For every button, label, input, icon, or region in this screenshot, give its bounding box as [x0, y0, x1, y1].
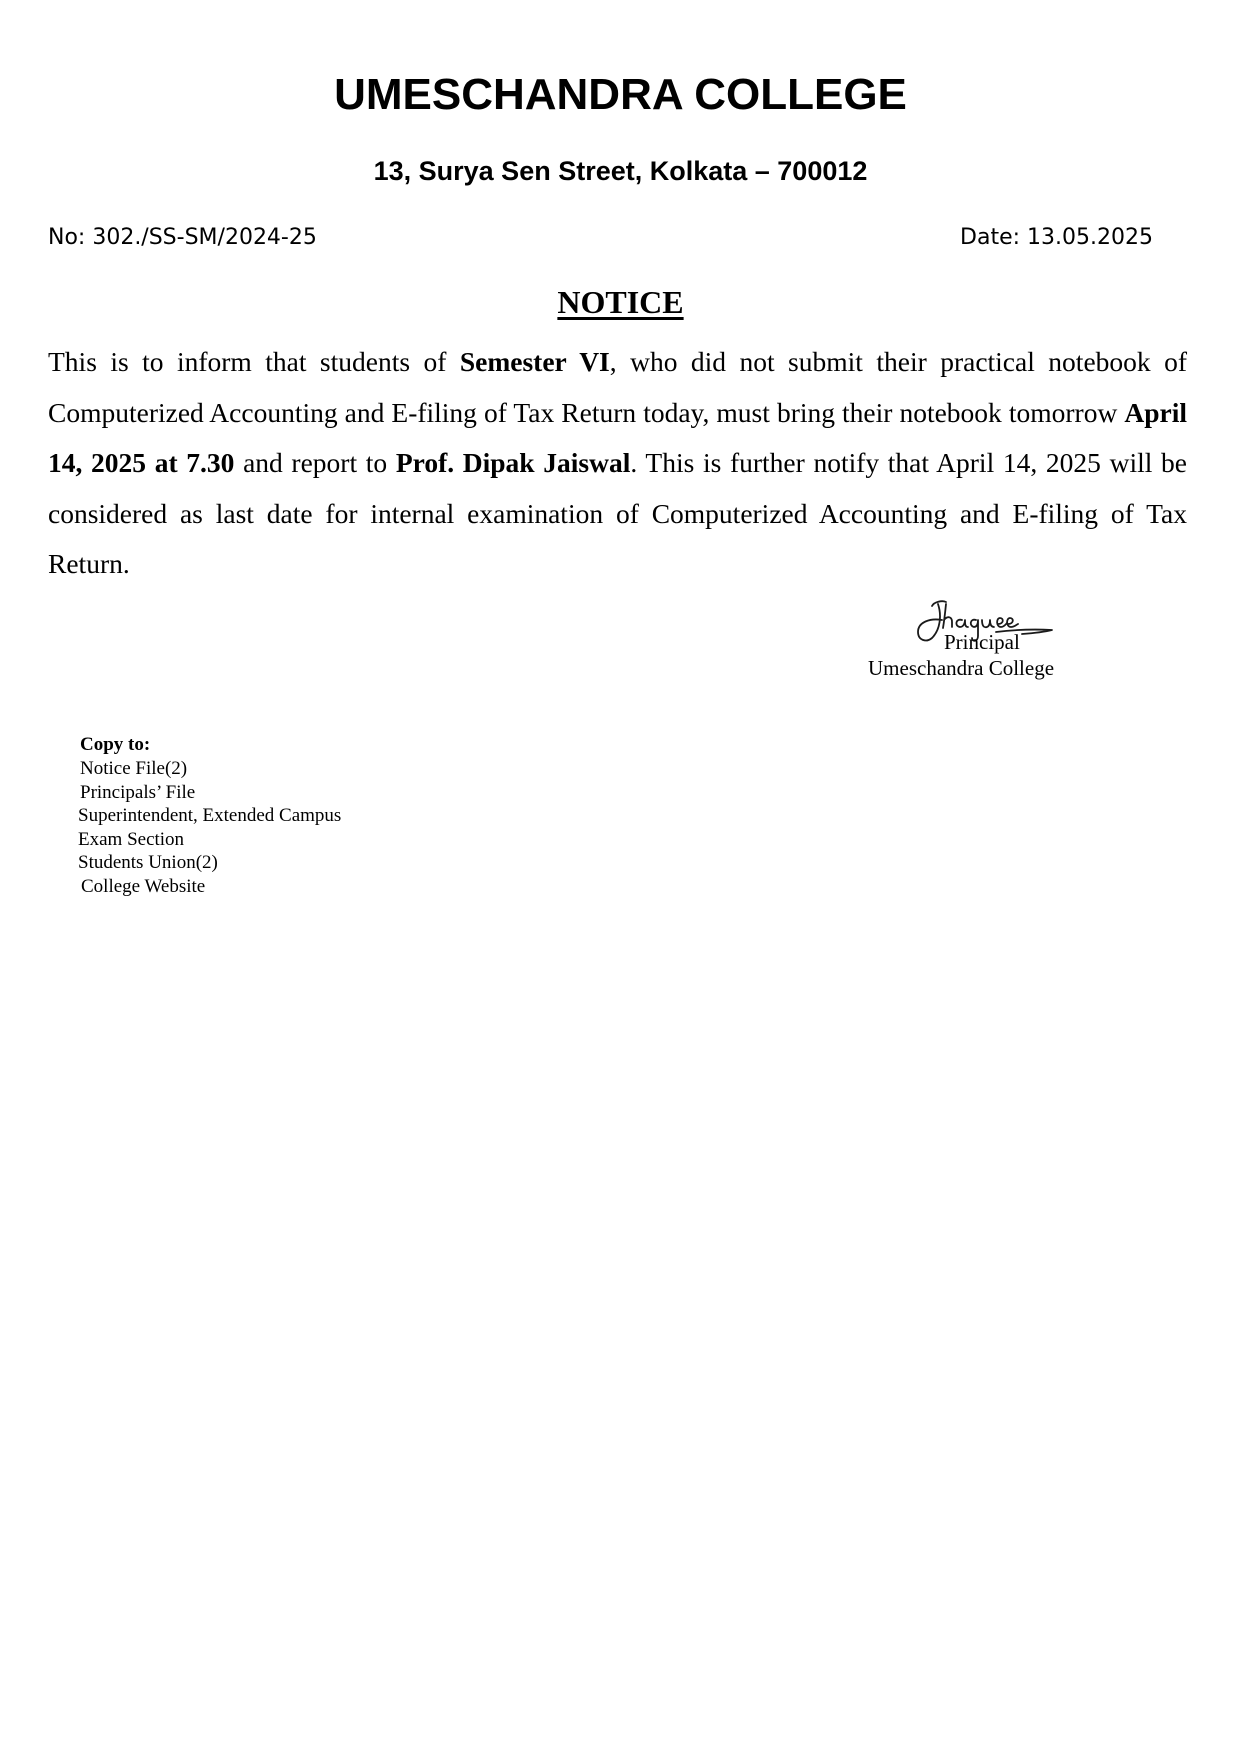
- professor-name: Prof. Dipak Jaiswal: [395, 447, 631, 478]
- body-text-2: , who did not submit their practical notebook of Computerized Accounting and E-filing of Tax Return today, must bring their notebook tomorrow: [48, 346, 1187, 428]
- copy-to-item: College Website: [81, 875, 206, 897]
- signatory-organization: Umeschandra College: [868, 656, 1055, 680]
- signatory-title: Principal: [944, 630, 1020, 654]
- copy-to-item: Students Union(2): [78, 852, 218, 874]
- body-text-1: This is to inform that students of: [48, 346, 460, 377]
- college-name: UMESCHANDRA COLLEGE: [334, 70, 907, 119]
- copy-to-item: Notice File(2): [80, 758, 188, 779]
- semester-name: Semester VI: [459, 346, 610, 377]
- notice-body: [48, 337, 1187, 590]
- copy-to-item: Exam Section: [78, 828, 185, 850]
- copy-to-item: Principals’ File: [80, 781, 196, 803]
- college-address: 13, Surya Sen Street, Kolkata – 700012: [373, 156, 868, 186]
- copy-to-list: [78, 757, 341, 899]
- notice-heading: NOTICE: [557, 284, 684, 320]
- copy-to-heading: Copy to:: [80, 734, 151, 755]
- copy-to-section: [78, 733, 341, 899]
- reference-number: No: 302./SS-SM/2024-25: [48, 225, 317, 250]
- report-date-time: April 14, 2025 at 7.30: [48, 396, 1187, 478]
- copy-to-item: Superintendent, Extended Campus: [78, 805, 342, 827]
- body-text-4: . This is further notify that April 14, 2025 will be considered as last date for internal examination of Computerized Accounting and E-filing of Tax Return.: [48, 447, 1187, 579]
- notice-date: Date: 13.05.2025: [960, 225, 1153, 250]
- body-text-3: and report to: [234, 447, 396, 478]
